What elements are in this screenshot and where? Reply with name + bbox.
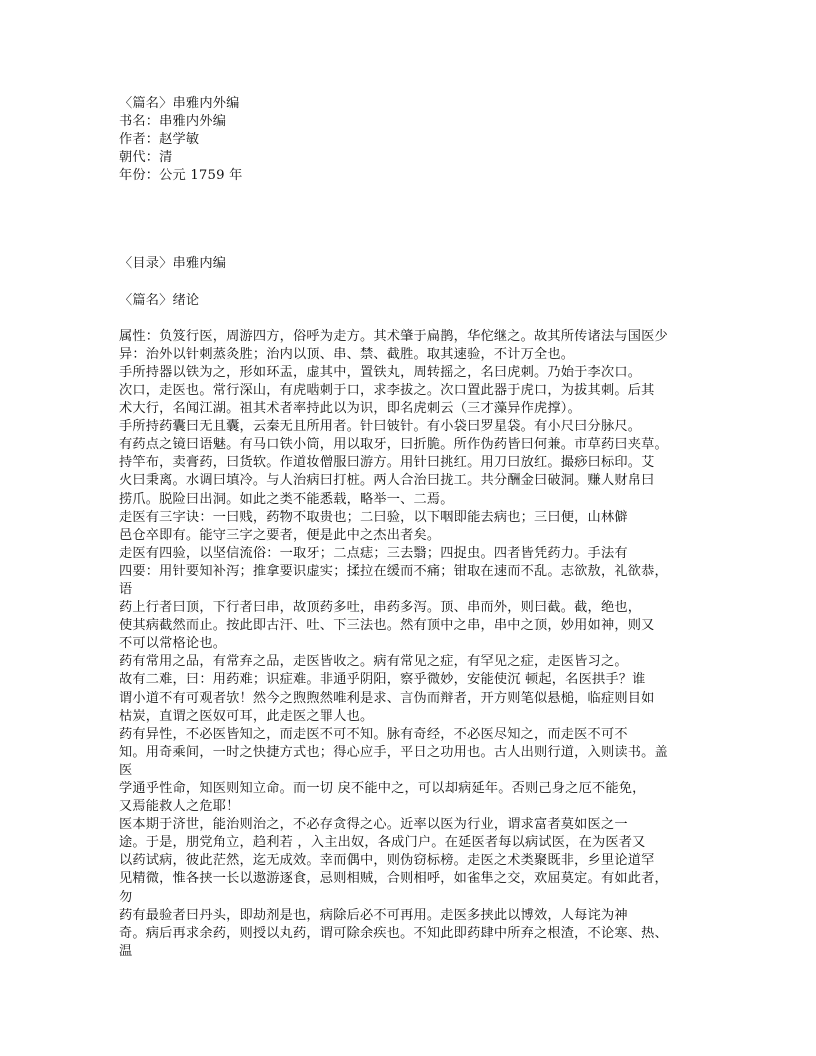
toc-heading: 〈目录〉串雅内编 — [119, 256, 227, 272]
body-line: 火曰秉离。水调曰填冷。与人治病曰打桩。两人合治曰拢工。共分酬金曰破洞。赚人财帛曰 — [119, 473, 655, 489]
body-line: 药有异性，不必医皆知之，而走医不可不知。脉有奇经，不必医尽知之，而走医不可不 — [119, 726, 628, 742]
body-line: 奇。病后再求余药，则授以丸药，谓可除余疾也。不知此即药肆中所弃之根渣，不论寒、热、 — [119, 925, 668, 941]
body-line: 使其病截然而止。按此即古汗、吐、下三法也。然有顶中之串，串中之顶，妙用如神，则又 — [119, 618, 655, 634]
book-name: 书名：串雅内外编 — [119, 114, 227, 130]
body-line: 医本期于济世，能治则治之，不必存贪得之心。近率以医为行业，谓求富者莫如医之一 — [119, 817, 628, 833]
spacer — [119, 310, 709, 328]
dynasty: 朝代：清 — [119, 150, 173, 166]
body-line: 持竿布，卖膏药，曰货软。作道妆僧服曰游方。用针曰挑红。用刀曰放红。撮痧曰标印。艾 — [119, 455, 655, 471]
body-line: 见精微，惟各挟一长以遨游逐食，忌则相贼，合则相呼，如雀隼之交，欢屈莫定。有如此者， — [119, 871, 668, 887]
body-line: 四要：用针要知补泻；推拿要识虚实；揉拉在缓而不痛；钳取在速而不乱。志欲敖，礼欲恭， — [119, 563, 668, 579]
body-line: 手所持器以铁为之，形如环盂，虚其中，置铁丸，周转摇之，名曰虎刺。乃始于李次口。 — [119, 364, 642, 380]
body-line: 走医有四验，以坚信流俗：一取牙；二点痣；三去翳；四捉虫。四者皆凭药力。手法有 — [119, 545, 628, 561]
body-line: 故有二难，曰：用药难；识症难。非通乎阴阳，察乎微妙，安能使沉 顿起，名医拱手？谁 — [119, 672, 646, 688]
body-line: 邑仓卒即有。能守三字之要者，便是此中之杰出者矣。 — [119, 527, 441, 543]
body-line: 谓小道不有可观者欤！然今之煦煦然唯利是求、言伪而辩者，开方则笔似悬槌，临症则目如 — [119, 690, 655, 706]
body-line: 知。用奇乘间，一时之快捷方式也；得心应手，平日之功用也。古人出则行道，入则读书。盖 — [119, 744, 668, 760]
chapter-heading: 〈篇名〉绪论 — [119, 292, 200, 308]
document-page — [119, 95, 709, 961]
author: 作者：赵学敏 — [119, 132, 200, 148]
body-line: 以药试病，彼此茫然，迄无成效。幸而偶中，则伪窃标榜。走医之术类聚既非，乡里论道罕 — [119, 853, 655, 869]
body-line: 不可以常格论也。 — [119, 636, 227, 652]
spacer — [119, 185, 709, 255]
body-line: 手所持药囊曰无且囊，云秦无且所用者。针曰铍针。有小袋曰罗星袋。有小尺曰分脉尺。 — [119, 419, 642, 435]
body-line: 温 — [119, 943, 133, 959]
body-line: 枯炭，直谓之医奴可耳，此走医之罪人也。 — [119, 708, 374, 724]
body-line: 语 — [119, 581, 133, 597]
body-line: 异：治外以针刺蒸灸胜；治内以顶、串、禁、截胜。取其速验，不计万全也。 — [119, 346, 575, 362]
body-line: 医 — [119, 762, 133, 778]
body-line: 又焉能救人之危耶！ — [119, 799, 240, 815]
body-line: 药上行者曰顶，下行者曰串，故顶药多吐，串药多泻。顶、串而外，则曰截。截，绝也， — [119, 600, 642, 616]
spacer — [119, 274, 709, 292]
body-line: 学通乎性命，知医则知立命。而一切 戾不能中之，可以却病延年。否则己身之厄不能免， — [119, 781, 646, 796]
body-line: 次口，走医也。常行深山，有虎啮刺于口，求李拔之。次口置此器于虎口，为拔其刺。后其 — [119, 382, 655, 398]
body-line: 药有最验者曰丹头，即劫剂是也，病除后必不可再用。走医多挟此以博效，人每诧为神 — [119, 907, 628, 923]
body-line: 途。于是，朋党角立，趋利若 ，入主出奴，各成门户。在延医者每以病试医，在为医者又 — [119, 835, 646, 851]
body-line: 药有常用之品，有常弃之品，走医皆收之。病有常见之症，有罕见之症，走医皆习之。 — [119, 654, 628, 670]
body-line: 有药点之镜曰语魅。有马口铁小筒，用以取牙，曰折脆。所作伪药皆曰何兼。市草药曰夹草。 — [119, 437, 668, 453]
title-line: 〈篇名〉串雅内外编 — [119, 96, 240, 111]
year: 年份：公元 1759 年 — [119, 168, 243, 184]
body-line: 走医有三字诀：一曰贱，药物不取贵也；二曰验，以下咽即能去病也；三曰便，山林僻 — [119, 509, 628, 525]
body-line: 术大行，名闻江湖。祖其术者率持此以为识，即名虎刺云（三才藻异作虎撑）。 — [119, 401, 581, 417]
chapter-body — [119, 328, 709, 961]
body-line: 勿 — [119, 889, 133, 905]
body-line: 属性：负笈行医，周游四方，俗呼为走方。其术肇于扁鹊，华佗继之。故其所传诸法与国医少 — [119, 328, 668, 344]
body-line: 捞爪。脱险曰出洞。如此之类不能悉载，略举一、二焉。 — [119, 491, 454, 507]
